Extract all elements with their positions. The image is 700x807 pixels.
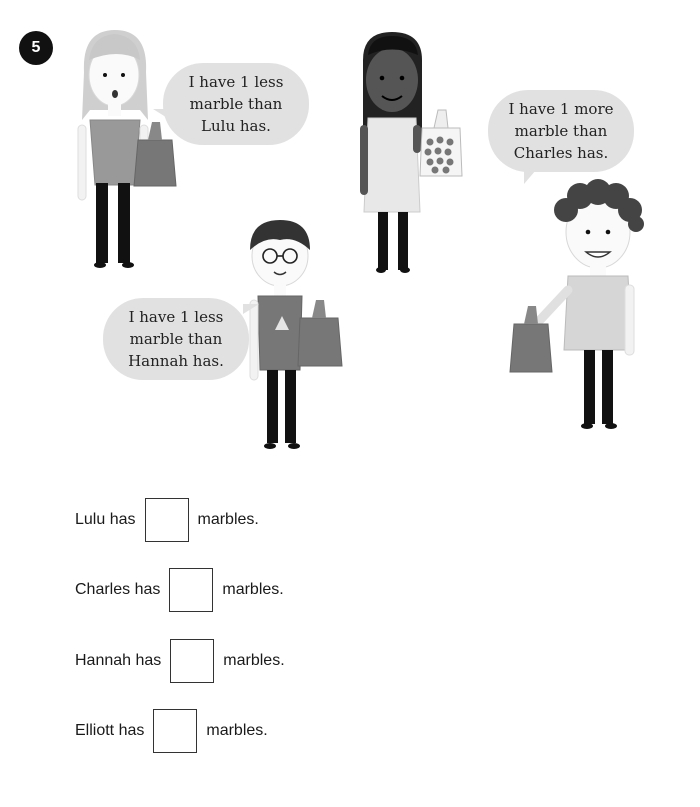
answer-label: Elliott has [75,722,145,739]
question-number: 5 [19,31,53,65]
answer-box-charles[interactable] [169,568,213,612]
answer-unit: marbles. [206,722,268,739]
answer-label: Charles has [75,581,161,598]
answer-unit: marbles. [222,581,284,598]
answer-label: Hannah has [75,652,162,669]
answer-label: Lulu has [75,511,136,528]
answer-box-lulu[interactable] [145,498,189,542]
answer-row-hannah [75,637,285,685]
speech-bubble-lulu: I have 1 less marble than Lulu has. [163,63,309,145]
answer-row-charles [75,566,284,614]
girl-dark-figure [360,32,422,273]
answer-row-lulu [75,496,259,544]
marble-bag-clear-icon [420,110,462,176]
marble-bag-charles-icon [298,300,342,366]
boy-curly-figure [540,179,644,429]
speech-bubble-elliott: I have 1 more marble than Charles has. [488,90,634,172]
answer-box-hannah[interactable] [170,639,214,683]
answer-unit: marbles. [223,652,285,669]
answer-unit: marbles. [197,511,259,528]
speech-bubble-charles: I have 1 less marble than Hannah has. [103,298,249,380]
answer-box-elliott[interactable] [153,709,197,753]
answer-row-elliott [75,707,268,755]
